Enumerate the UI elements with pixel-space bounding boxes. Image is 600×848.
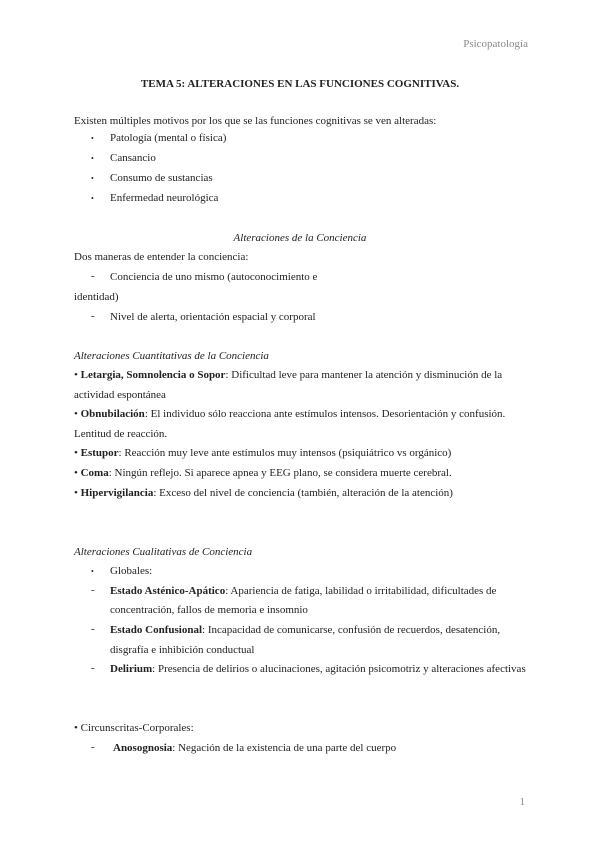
bullet-icon: • [74,408,78,420]
definition-astenico [110,584,496,598]
bullet-icon: • [74,369,78,381]
list-item: Conciencia de uno mismo (autoconocimiento e [110,271,318,283]
bullet-icon: • [91,154,94,163]
page-title: TEMA 5: ALTERACIONES EN LAS FUNCIONES COGNITIVAS. [140,78,460,90]
definition-obnubilacion [74,407,505,421]
dash-marker: - [91,270,95,282]
list-item: Enfermedad neurológica [110,192,219,204]
term: Estupor [80,447,119,459]
heading-text: Circunscritas-Corporales: [80,722,194,734]
dash-marker: - [91,310,95,322]
definition-letargia [74,368,502,382]
definition-confusional [110,623,500,637]
definition-continuation: Lentitud de reacción. [74,428,168,440]
conciencia-intro: Dos maneras de entender la conciencia: [74,251,249,263]
dash-marker: - [91,741,95,753]
definition-text: : El individuo sólo reacciona ante estímulos intensos. Desorientación y confusión. [144,408,506,420]
list-item: Nivel de alerta, orientación espacial y corporal [110,311,316,323]
page-header: Psicopatología [463,38,528,50]
term: Anosognosia [113,742,173,754]
bullet-icon: • [91,174,94,183]
definition-continuation: disgrafía e inhibición conductual [110,644,255,656]
definition-text: : Ningún reflejo. Si aparece apnea y EEG plano, se considera muerte cerebral. [108,467,452,479]
definition-text: : Exceso del nivel de conciencia (también, alteración de la atención) [153,487,453,499]
definition-coma [74,466,452,480]
definition-text: : Dificultad leve para mantener la atención y disminución de la [225,369,503,381]
term: Estado Asténico-Apático [110,585,226,597]
bullet-icon: • [91,567,94,576]
definition-continuation: actividad espontánea [74,389,166,401]
bullet-icon: • [91,194,94,203]
definition-text: : Incapacidad de comunicarse, confusión de recuerdos, desatención, [202,624,501,636]
list-item: Globales: [110,565,153,577]
term: Letargia, Somnolencia o Sopor [80,369,226,381]
definition-hipervigilancia [74,486,453,500]
bullet-icon: • [74,487,78,499]
dash-marker: - [91,584,95,596]
term: Delirium [110,663,153,675]
bullet-icon: • [74,467,78,479]
page-number: 1 [519,796,525,808]
bullet-icon: • [74,447,78,459]
section-heading-conciencia: Alteraciones de la Conciencia [233,232,367,244]
list-item-continuation: identidad) [74,291,119,303]
definition-text: : Negación de la existencia de una parte del cuerpo [172,742,397,754]
section-heading-cualitativas: Alteraciones Cualitativas de Conciencia [74,546,253,558]
definition-anosognosia [113,741,396,755]
dash-marker: - [91,662,95,674]
term: Obnubilación [80,408,145,420]
definition-text: : Apariencia de fatiga, labilidad o irritabilidad, dificultades de [225,585,497,597]
bullet-icon: • [74,722,78,734]
definition-text: : Reacción muy leve ante estímulos muy intensos (psiquiátrico vs orgánico) [118,447,452,459]
definition-continuation: concentración, fallos de memoria e insomnio [110,604,308,616]
list-item: Consumo de sustancias [110,172,213,184]
definition-delirium [110,662,526,676]
term: Estado Confusional [110,624,203,636]
intro-text: Existen múltiples motivos por los que se las funciones cognitivas se ven alteradas: [74,115,437,127]
definition-text: : Presencia de delirios o alucinaciones, agitación psicomotriz y alteraciones afectivas [152,663,526,675]
dash-marker: - [91,623,95,635]
definition-estupor [74,446,451,460]
section-heading-cuantitativas: Alteraciones Cuantitativas de la Conciencia [74,350,269,362]
list-item: Cansancio [110,152,156,164]
section-heading-circunscritas [74,721,194,735]
term: Coma [80,467,109,479]
term: Hipervigilancia [80,487,154,499]
list-item: Patología (mental o física) [110,132,227,144]
bullet-icon: • [91,134,94,143]
